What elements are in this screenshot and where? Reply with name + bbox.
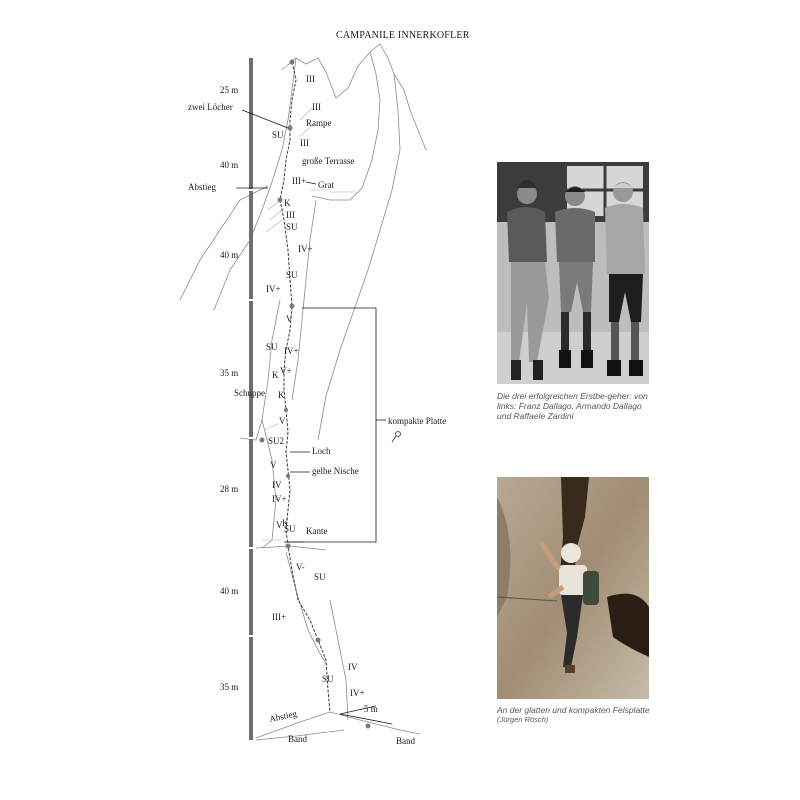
feature-kompakte-platte: kompakte Platte bbox=[388, 416, 447, 426]
photo-caption-first-ascent: Die drei erfolgreichen Erstbe-geher: von links: Franz Dallago, Armando Dallago und Raffaele Zardini bbox=[497, 391, 648, 421]
feature-abstieg-top: Abstieg bbox=[188, 182, 216, 192]
feature-gelbe-nische: gelbe Nische bbox=[312, 466, 359, 476]
pitch-length-label: 35 m bbox=[220, 368, 239, 378]
piton-icon bbox=[392, 432, 401, 443]
three-climbers-portrait-photo bbox=[497, 162, 649, 384]
grade-label: IV+ bbox=[298, 244, 313, 254]
crack-mark: K bbox=[278, 390, 285, 400]
feature-zwei-loecher: zwei Löcher bbox=[188, 102, 233, 112]
grade-label: III+ bbox=[272, 612, 287, 622]
crack-mark: K bbox=[284, 198, 291, 208]
feature-abstieg-bottom: Abstieg bbox=[268, 708, 298, 724]
distance-label: 5 m bbox=[364, 704, 378, 714]
grade-label: V bbox=[270, 460, 277, 470]
climber-on-slab-photo bbox=[497, 477, 649, 699]
grade-label: V- bbox=[296, 562, 305, 572]
grade-label: III bbox=[306, 74, 315, 84]
grade-label: III+ bbox=[292, 176, 307, 186]
feature-band-left: Band bbox=[288, 734, 307, 744]
belay-label: SU2 bbox=[268, 436, 285, 446]
belay-label: SU bbox=[322, 674, 334, 684]
leader-lines bbox=[236, 110, 392, 724]
pitch-length-label: 40 m bbox=[220, 250, 239, 260]
pitch-length-label: 25 m bbox=[220, 85, 239, 95]
pitch-length-label: 28 m bbox=[220, 484, 239, 494]
feature-rampe: Rampe bbox=[306, 118, 332, 128]
grade-label: IV+ bbox=[266, 284, 281, 294]
topo-title: CAMPANILE INNERKOFLER bbox=[336, 30, 470, 41]
photo-credit: (Jürgen Rösch) bbox=[497, 715, 549, 724]
grade-label: IV+ bbox=[272, 494, 287, 504]
grade-label: III bbox=[300, 138, 309, 148]
belay-label: SU bbox=[286, 222, 298, 232]
belay-label: SU bbox=[286, 270, 298, 280]
crack-mark: K bbox=[282, 518, 289, 528]
pitch-length-label: 35 m bbox=[220, 682, 239, 692]
photo-caption-slab bbox=[497, 705, 657, 725]
feature-band-right: Band bbox=[396, 736, 415, 746]
crack-mark: K bbox=[272, 370, 279, 380]
belay-label: SU bbox=[314, 572, 326, 582]
mountain-outline bbox=[180, 44, 426, 740]
grade-label: V+ bbox=[280, 366, 292, 376]
grade-label: V bbox=[276, 520, 283, 530]
grade-label: IV bbox=[272, 480, 282, 490]
feature-grosse-terrasse: große Terrasse bbox=[302, 156, 355, 166]
grade-label: V bbox=[286, 314, 293, 324]
pitch-length-label: 40 m bbox=[220, 586, 239, 596]
feature-loch: Loch bbox=[312, 446, 331, 456]
grade-label: V bbox=[279, 416, 286, 426]
grade-label: III bbox=[286, 210, 295, 220]
feature-grat: Grat bbox=[318, 180, 334, 190]
grade-label: IV bbox=[348, 662, 358, 672]
belay-label: SU bbox=[284, 524, 296, 534]
belay-label: SU bbox=[272, 130, 284, 140]
feature-schuppe: Schuppe bbox=[234, 388, 265, 398]
feature-kante: Kante bbox=[306, 526, 328, 536]
belay-label: SU bbox=[266, 342, 278, 352]
pitch-length-label: 40 m bbox=[220, 160, 239, 170]
grade-label: III bbox=[312, 102, 321, 112]
grade-label: IV+ bbox=[350, 688, 365, 698]
caption-text: An der glatten und kompakten Felsplatte bbox=[497, 705, 650, 715]
grade-label: IV+ bbox=[284, 346, 299, 356]
